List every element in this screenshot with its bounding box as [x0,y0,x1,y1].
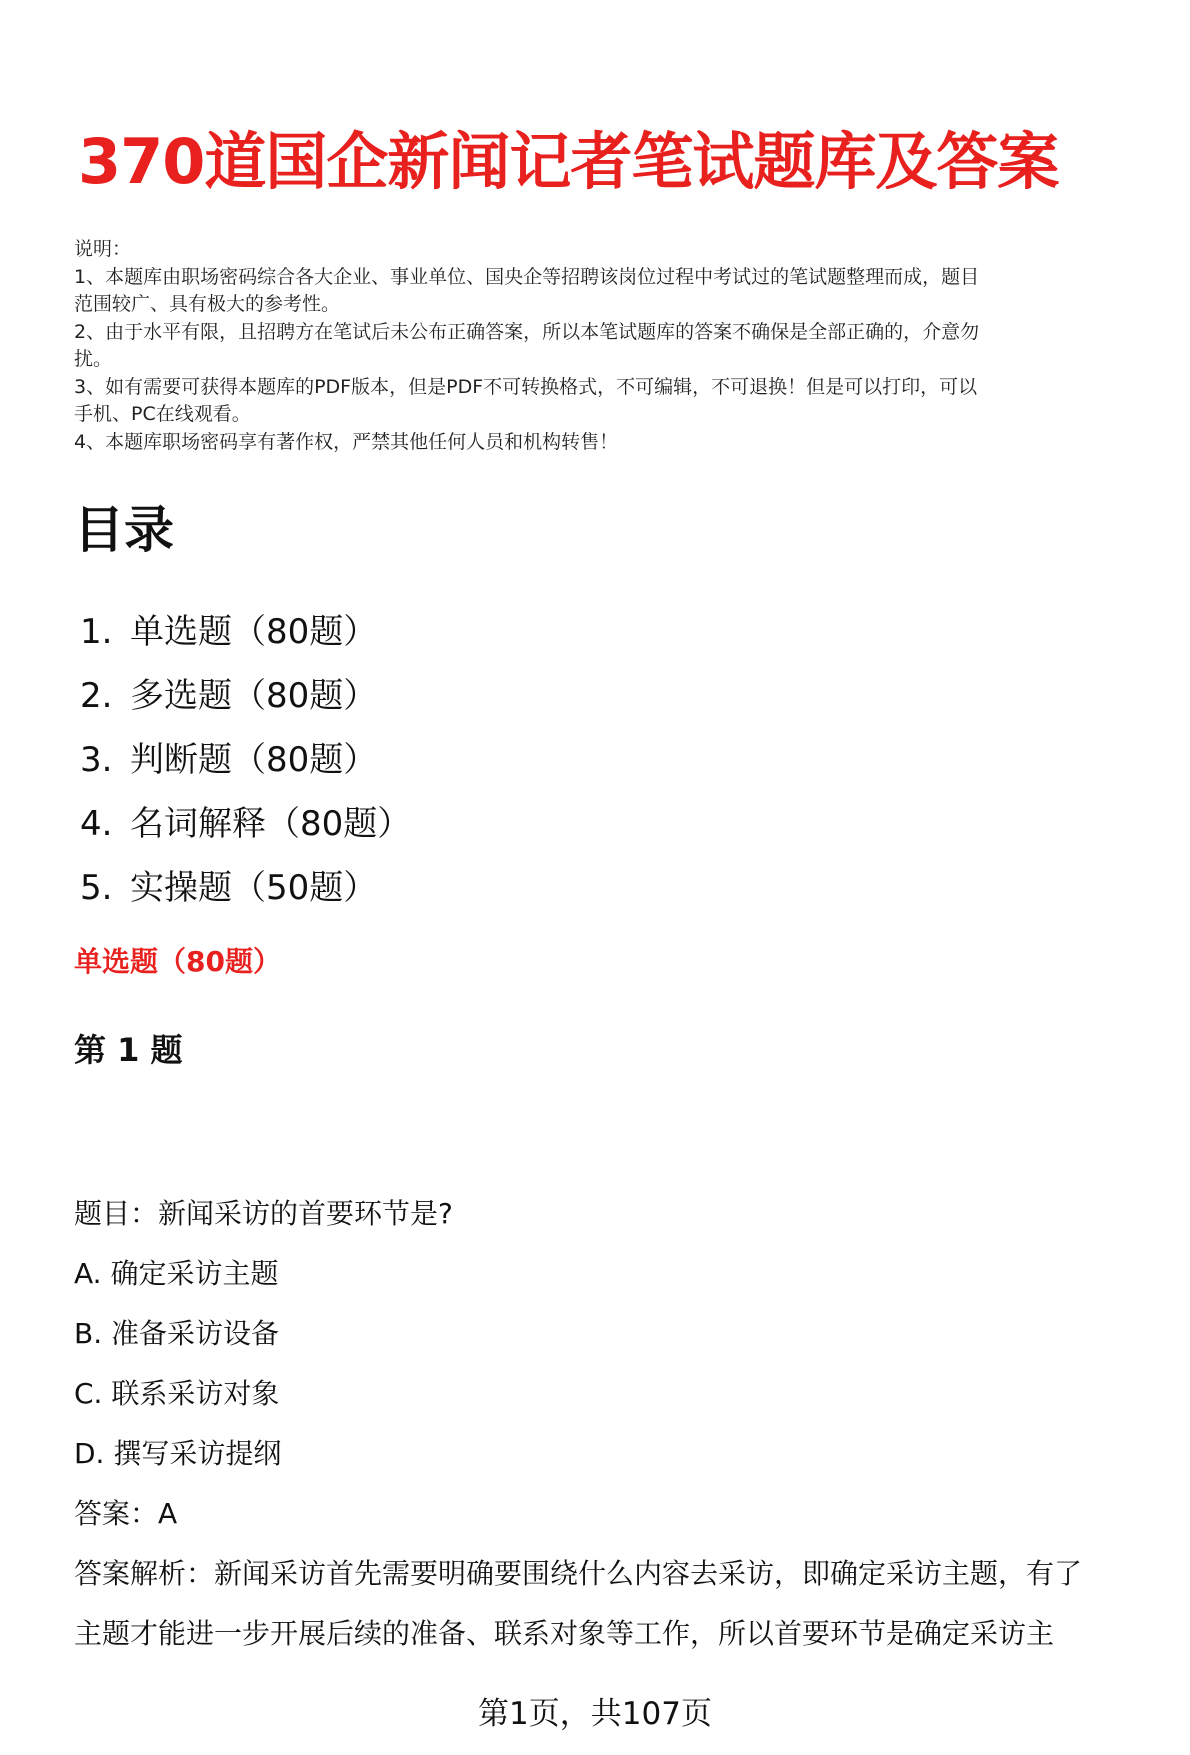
toc-item[interactable] [80,856,411,920]
toc-item[interactable] [80,792,411,856]
question-explanation [74,1544,1164,1664]
toc-item-label: 实操题（50题） [130,868,378,908]
section-heading: 单选题（80题） [74,945,281,978]
toc-item-label: 名词解释（80题） [130,804,412,844]
toc-item-number: 1. [80,612,113,652]
toc-item-label: 判断题（80题） [130,740,378,780]
notes-line: 范围较广、具有极大的参考性。 [74,293,341,315]
notes-line: 1、本题库由职场密码综合各大企业、事业单位、国央企等招聘该岗位过程中考试过的笔试题整理而成，题目 [74,265,980,288]
notes-line: 4、本题库职场密码享有著作权，严禁其他任何人员和机构转售！ [74,430,619,453]
toc-item-number: 5. [80,868,113,908]
notes-line: 扰。 [74,348,113,370]
question-option: C. 联系采访对象 [74,1377,280,1410]
question-stem: 题目：新闻采访的首要环节是? [74,1197,453,1230]
toc-item[interactable] [80,728,411,792]
explanation-line: 主题才能进一步开展后续的准备、联系对象等工作，所以首要环节是确定采访主 [74,1617,1055,1650]
toc-item[interactable] [80,600,411,664]
question-option: A. 确定采访主题 [74,1257,279,1290]
toc-item-label: 单选题（80题） [130,612,378,652]
question-option: B. 准备采访设备 [74,1317,280,1350]
toc-item[interactable] [80,664,411,728]
notes-line: 手机、PC在线观看。 [74,403,251,425]
question-heading: 第 1 题 [74,1031,183,1069]
explanation-line: 答案解析：新闻采访首先需要明确要围绕什么内容去采访，即确定采访主题，有了 [74,1557,1083,1590]
notes-line: 2、由于水平有限，且招聘方在笔试后未公布正确答案，所以本笔试题库的答案不确保是全部正确的，介意勿 [74,320,980,343]
page-footer: 第1页，共107页 [478,1696,712,1732]
notes-line: 3、如有需要可获得本题库的PDF版本，但是PDF不可转换格式，不可编辑，不可退换！但是可以打印，可以 [74,375,978,398]
toc-item-number: 2. [80,676,113,716]
notes-heading: 说明： [74,238,132,260]
toc-item-label: 多选题（80题） [130,676,378,716]
question-block [74,1184,1164,1664]
toc-heading: 目录 [74,501,174,559]
toc-item-number: 3. [80,740,113,780]
toc-item-number: 4. [80,804,113,844]
table-of-contents [80,600,411,920]
question-option: D. 撰写采访提纲 [74,1437,282,1470]
notes-block [74,236,1154,456]
question-answer: 答案：A [74,1497,178,1530]
document-title: 370道国企新闻记者笔试题库及答案 [78,125,1059,198]
